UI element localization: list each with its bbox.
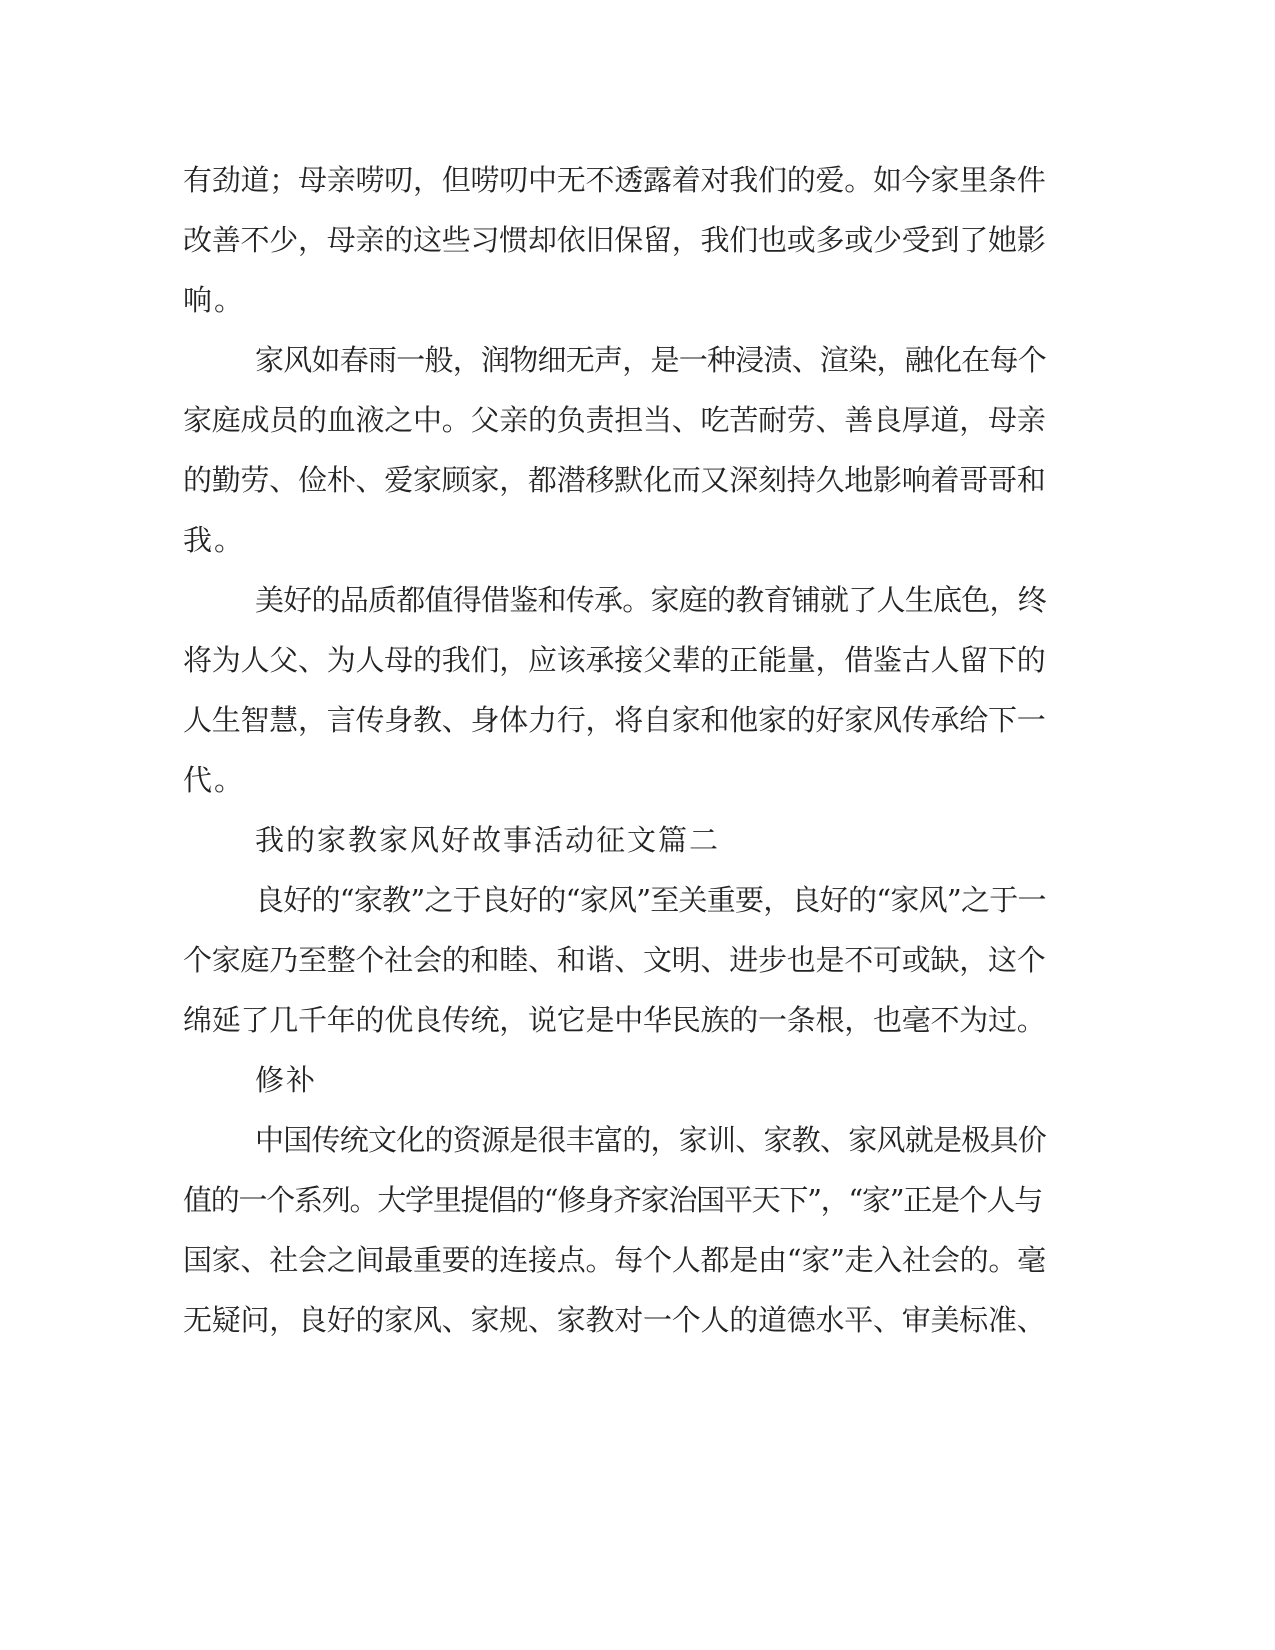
text-line: 的勤劳、俭朴、爱家顾家，都潜移默化而又深刻持久地影响着哥哥和	[183, 463, 1046, 497]
text-line: 无疑问，良好的家风、家规、家教对一个人的道德水平、审美标准、	[183, 1303, 1046, 1337]
text-line: 有劲道；母亲唠叨，但唠叨中无不透露着对我们的爱。如今家里条件	[183, 163, 1046, 197]
text-line: 代。	[183, 763, 246, 797]
text-line: 人生智慧，言传身教、身体力行，将自家和他家的好家风传承给下一	[183, 703, 1046, 737]
text-line: 改善不少，母亲的这些习惯却依旧保留，我们也或多或少受到了她影	[183, 223, 1046, 257]
text-line: 修补	[255, 1063, 318, 1097]
text-line: 中国传统文化的资源是很丰富的，家训、家教、家风就是极具价	[255, 1123, 1047, 1157]
text-line: 家风如春雨一般，润物细无声，是一种浸渍、渲染，融化在每个	[255, 343, 1047, 377]
text-line: 将为人父、为人母的我们，应该承接父辈的正能量，借鉴古人留下的	[183, 643, 1046, 677]
text-line: 个家庭乃至整个社会的和睦、和谐、文明、进步也是不可或缺，这个	[183, 943, 1046, 977]
text-line: 绵延了几千年的优良传统，说它是中华民族的一条根，也毫不为过。	[183, 1003, 1046, 1037]
text-line: 国家、社会之间最重要的连接点。每个人都是由“家”走入社会的。毫	[183, 1243, 1046, 1277]
text-line: 美好的品质都值得借鉴和传承。家庭的教育铺就了人生底色，终	[255, 583, 1047, 617]
text-line: 值的一个系列。大学里提倡的“修身齐家治国平天下”，“家”正是个人与	[183, 1183, 1043, 1217]
text-line: 家庭成员的血液之中。父亲的负责担当、吃苦耐劳、善良厚道，母亲	[183, 403, 1046, 437]
text-line: 良好的“家教”之于良好的“家风”至关重要，良好的“家风”之于一	[255, 883, 1046, 917]
text-line: 响。	[183, 283, 246, 317]
document-body	[183, 150, 1047, 1350]
text-line: 我。	[183, 523, 246, 557]
section-heading: 我的家教家风好故事活动征文篇二	[255, 823, 721, 857]
